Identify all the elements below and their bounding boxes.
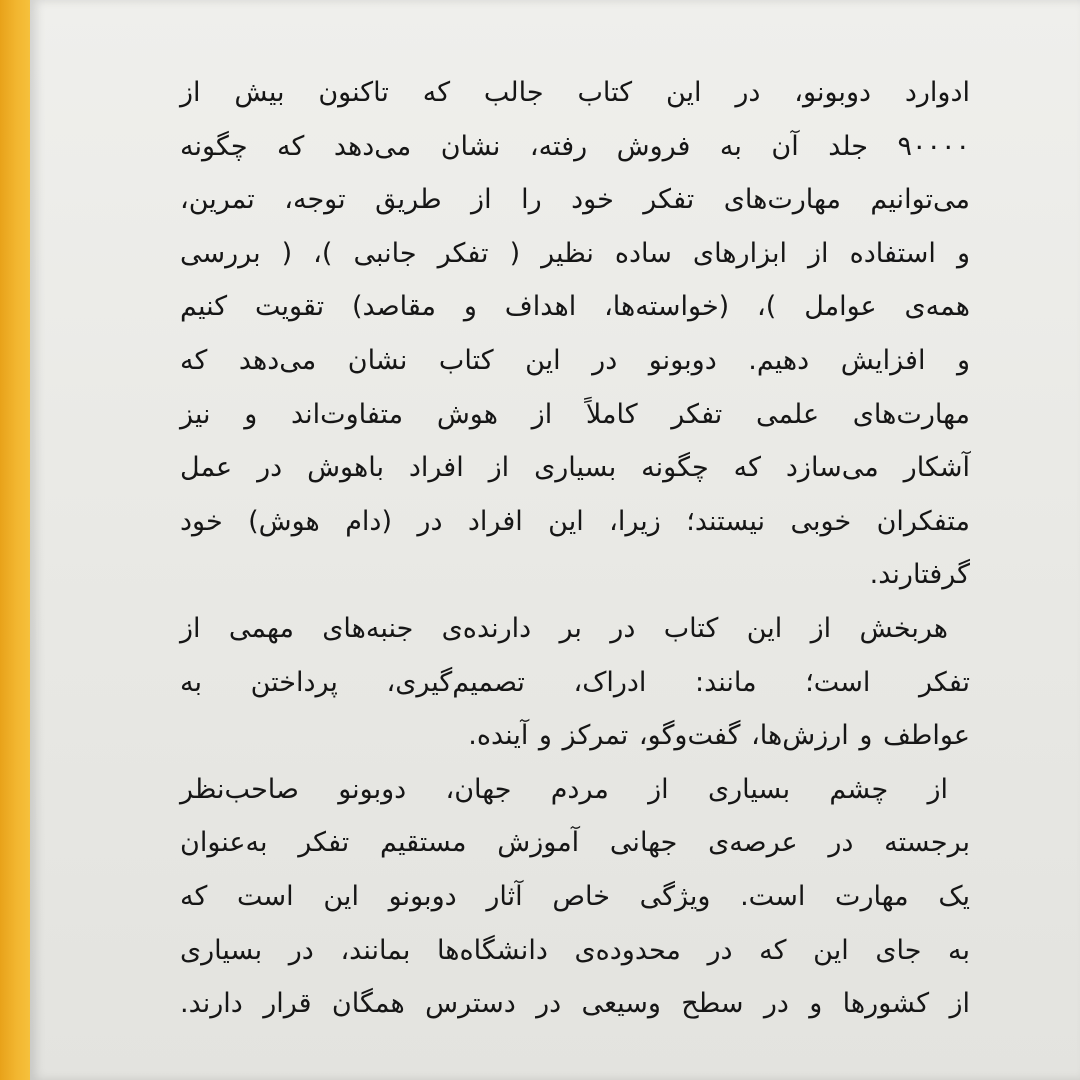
text-line: برجسته در عرصه‌ی جهانی آموزش مستقیم تفکر به‌عنوان <box>180 827 970 859</box>
text-line: می‌توانیم مهارت‌های تفکر خود را از طریق توجه، تمرین، <box>180 184 970 216</box>
text-line: مهارت‌های علمی تفکر کاملاً از هوش متفاوت‌اند و نیز <box>180 398 970 430</box>
book-page <box>30 0 1080 1080</box>
text-line: ادوارد دوبونو، در این کتاب جالب که تاکنون بیش از <box>180 77 970 108</box>
text-line: آشکار می‌سازد که چگونه بسیاری از افراد باهوش در عمل <box>180 452 970 484</box>
text-line: به جای این که در محدوده‌ی دانشگاه‌ها بمانند، در بسیاری <box>180 934 970 966</box>
text-line: متفکران خوبی نیستند؛ زیرا، این افراد در (دام هوش) خود <box>180 505 970 537</box>
text-line: و افزایش دهیم. دوبونو در این کتاب نشان می‌دهد که <box>180 344 970 376</box>
paragraph-1 <box>180 66 970 602</box>
text-line: و استفاده از ابزارهای ساده نظیر ( تفکر جانبی )، ( بررسی <box>180 237 970 269</box>
text-line: عواطف و ارزش‌ها، گفت‌وگو، تمرکز و آینده. <box>468 720 970 752</box>
text-line: ۹۰۰۰۰ جلد آن به فروش رفته، نشان می‌دهد که چگونه <box>180 130 970 162</box>
book-cover-edge <box>0 0 30 1080</box>
text-line: از چشم بسیاری از مردم جهان، دوبونو صاحب‌نظر <box>180 773 948 805</box>
text-line: تفکر است؛ مانند: ادراک، تصمیم‌گیری، پرداختن به <box>180 666 970 698</box>
paragraph-2 <box>180 602 970 763</box>
paragraph-3 <box>180 763 970 1031</box>
text-line: هربخش از این کتاب در بر دارنده‌ی جنبه‌های مهمی از <box>180 612 948 644</box>
text-line: از کشورها و در سطح وسیعی در دسترس همگان قرار دارند. <box>180 988 970 1020</box>
text-line: گرفتارند. <box>869 559 970 591</box>
text-line: یک مهارت است. ویژگی خاص آثار دوبونو این است که <box>180 880 970 912</box>
text-line: همه‌ی عوامل )، (خواسته‌ها، اهداف و مقاصد) تقویت کنیم <box>180 291 970 323</box>
body-text <box>180 66 970 1031</box>
